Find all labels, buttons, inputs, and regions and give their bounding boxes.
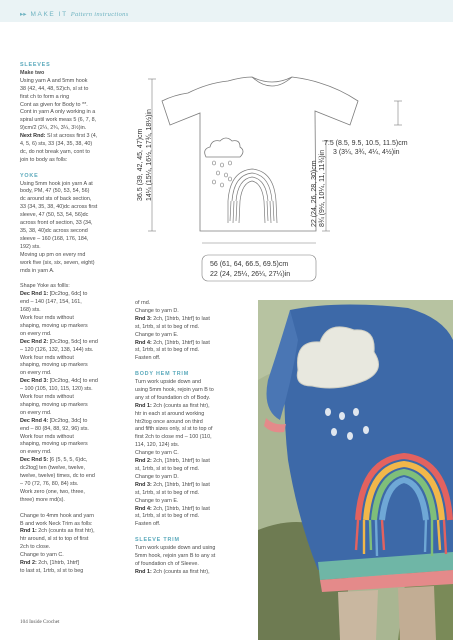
line-text: first ch to form a ring	[20, 93, 70, 100]
section-heading	[20, 62, 128, 70]
line-text: 33 (34, 35, 38, 40)dc across first	[20, 204, 98, 211]
yoke-dimension-cm: 36.5 (39, 42, 45, 47)cm	[137, 128, 144, 201]
instruction-line	[20, 347, 128, 355]
instruction-line	[20, 236, 128, 244]
line-text: Change to yarn E.	[135, 497, 179, 504]
line-text: SLEEVE TRIM	[135, 537, 180, 544]
instruction-line	[135, 474, 253, 482]
instruction-line	[20, 149, 128, 157]
spacer	[135, 529, 253, 537]
line-text: on every rnd.	[20, 370, 52, 377]
line-text: Make two	[20, 69, 45, 76]
line-text: dc, do not break yarn, cont to	[20, 148, 90, 155]
line-text: Change to yarn E.	[135, 331, 179, 338]
instruction-line	[20, 536, 128, 544]
line-text: Using 5mm hook join yarn A at	[20, 180, 93, 187]
line-text: 2ch, [1htrb, 1htrf] to last	[153, 339, 210, 346]
instruction-line	[20, 125, 128, 133]
line-text: htr2tog once around on third	[135, 418, 203, 425]
section-heading	[20, 173, 128, 181]
instruction-line	[20, 204, 128, 212]
instruction-line	[20, 339, 128, 347]
line-text: Work four rnds without	[20, 314, 74, 321]
instruction-line	[20, 283, 128, 291]
instruction-line	[135, 426, 253, 434]
double-arrow-icon: ▸▸	[20, 11, 27, 18]
line-text: 192) sts.	[20, 243, 41, 250]
instruction-line	[20, 394, 128, 402]
instruction-line	[20, 141, 128, 149]
instruction-line	[20, 94, 128, 102]
instruction-line	[20, 133, 128, 141]
row-label: Rnd 4:	[135, 505, 152, 512]
row-label: Rnd 2:	[20, 560, 37, 567]
line-text: Fasten off.	[135, 521, 161, 528]
section-sublabel: Pattern instructions	[70, 11, 129, 18]
line-text: [Dc2tog, 5dc] to end	[49, 338, 98, 345]
line-text: shaping, moving up markers	[20, 362, 88, 369]
instruction-line	[20, 568, 128, 576]
instruction-line	[135, 434, 253, 442]
line-text: end – 80 (84, 88, 92, 96) sts.	[20, 425, 89, 432]
line-text: of rnd.	[135, 300, 151, 306]
row-label: Next Rnd:	[20, 133, 46, 140]
instruction-line	[20, 212, 128, 220]
row-label: Rnd 1:	[20, 528, 37, 535]
instruction-line	[20, 196, 128, 204]
line-text: on every rnd.	[20, 330, 52, 337]
line-text: st, 1rtrb, sl st to beg of rnd.	[135, 489, 200, 496]
instruction-line	[20, 157, 128, 165]
line-text: 2ch to close.	[20, 544, 51, 551]
line-text: to last st, 1rtrb, sl st to beg	[20, 567, 84, 574]
instruction-line	[135, 450, 253, 458]
instruction-line	[20, 228, 128, 236]
line-text: Change to yarn D.	[135, 473, 179, 480]
sleeve-dimension-in: 3 (3¼, 3¾, 4¼, 4½)in	[333, 149, 400, 156]
instruction-line	[20, 465, 128, 473]
instruction-line	[20, 244, 128, 252]
line-text: Shape Yoke as follls:	[20, 283, 70, 290]
line-text: 2ch (counts as first htr),	[153, 568, 210, 575]
instruction-line	[20, 378, 128, 386]
line-text: st, 1rtrb, sl st to beg of rnd.	[135, 347, 200, 354]
line-text: st, 1rtrb, sl st to beg of rnd.	[135, 323, 200, 330]
row-label: Rnd 1:	[135, 402, 152, 409]
instruction-line	[135, 340, 253, 348]
line-text: YOKE	[20, 172, 39, 179]
instruction-line	[135, 513, 253, 521]
instruction-line	[20, 489, 128, 497]
instruction-line	[135, 316, 253, 324]
instruction-line	[20, 307, 128, 315]
line-text: work five (six, six, seven, eight)	[20, 259, 95, 266]
instruction-line	[20, 410, 128, 418]
line-text: across front of section, 33 (34,	[20, 220, 93, 227]
line-text: 2ch, [1htrb, 1htrf] to last	[153, 315, 210, 322]
instruction-line	[20, 449, 128, 457]
length-dimension-cm: 22 (24, 26, 28, 30)cm	[311, 160, 318, 227]
line-text: Turn work upside down and	[135, 379, 202, 386]
chest-dimension-cm: 56 (61, 64, 66.5, 69.5)cm	[210, 261, 289, 268]
line-text: Change to 4mm hook and yarn	[20, 512, 95, 519]
instruction-line	[135, 395, 253, 403]
instruction-line	[20, 78, 128, 86]
line-text: Fasten off.	[135, 355, 161, 362]
line-text: 114, 120, 124) sts.	[135, 442, 180, 449]
instruction-line	[20, 86, 128, 94]
line-text: Change to yarn C.	[20, 552, 64, 559]
row-label: Rnd 3:	[135, 315, 152, 322]
instruction-line	[20, 102, 128, 110]
instruction-line	[135, 466, 253, 474]
line-text: rnds in yarn A.	[20, 267, 55, 274]
line-text: 35, 38, 40)dc across second	[20, 228, 88, 235]
instruction-line	[20, 188, 128, 196]
line-text: and fifth sizes only, sl st to top of	[135, 426, 213, 433]
row-label: Rnd 2:	[135, 458, 152, 465]
line-text: 2ch (counts as first htr),	[38, 528, 95, 535]
instruction-line	[135, 506, 253, 514]
line-text: Change to yarn D.	[135, 307, 179, 314]
instruction-line	[20, 513, 128, 521]
row-label: Dec Rnd 4:	[20, 417, 49, 424]
line-text: B and work Neck Trim as folls:	[20, 520, 93, 527]
instruction-line	[20, 299, 128, 307]
line-text: spiral until work meas 5 (6, 7, 8,	[20, 117, 97, 124]
line-text: – 100 (105, 110, 115, 120) sts.	[20, 386, 93, 393]
chest-dimension-in: 22 (24, 25¼, 26¼, 27¼)in	[210, 271, 291, 278]
line-text: three) more rnd(s).	[20, 496, 65, 503]
section-heading	[135, 371, 253, 379]
instruction-line	[20, 552, 128, 560]
page-number: 104	[20, 619, 28, 625]
instructions-column-1	[20, 62, 128, 576]
line-text: body, PM, 47 (50, 53, 54, 56)	[20, 188, 90, 195]
line-text: [Dc2tog, 4dc] to end	[49, 378, 98, 385]
line-text: – 120 (126, 132, 138, 144) sts.	[20, 346, 94, 353]
row-label: Rnd 3:	[135, 481, 152, 488]
line-text: on every rnd.	[20, 449, 52, 456]
instruction-line	[20, 441, 128, 449]
spacer	[20, 505, 128, 513]
line-text: end – 140 (147, 154, 161,	[20, 299, 82, 306]
instruction-line	[20, 426, 128, 434]
line-text: sleeve, 47 (50, 53, 54, 56)dc	[20, 212, 89, 219]
line-text: shaping, moving up markers	[20, 322, 88, 329]
length-dimension-in: 8¾ (9½, 10¼, 11, 11¾)in	[319, 149, 326, 227]
instruction-line	[20, 528, 128, 536]
instruction-line	[135, 347, 253, 355]
instruction-line	[20, 252, 128, 260]
line-text: 2ch, [1htrb, 1htrf] to last	[153, 458, 210, 465]
instruction-line	[20, 457, 128, 465]
magazine-name: Inside Crochet	[29, 619, 60, 625]
row-label: Dec Rnd 5:	[20, 457, 49, 464]
yoke-dimension-in: 14¼ (15¼, 16½, 17¾, 18½)in	[146, 109, 153, 201]
line-text: sleeve – 160 (168, 176, 184,	[20, 235, 89, 242]
instruction-line	[20, 418, 128, 426]
instruction-line	[135, 379, 253, 387]
sweater-photo	[258, 300, 453, 640]
row-label: Dec Rnd 3:	[20, 378, 49, 385]
instruction-line	[135, 308, 253, 316]
sweater-outline	[162, 77, 358, 231]
instruction-line	[20, 315, 128, 323]
instruction-line	[20, 260, 128, 268]
instruction-line	[135, 403, 253, 411]
line-text: dc around sts of back section,	[20, 196, 92, 203]
instruction-line	[20, 268, 128, 276]
line-text: Sl st across first 3 (4,	[46, 133, 98, 140]
line-text: htr in each st around working	[135, 410, 205, 417]
section-heading	[135, 537, 253, 545]
line-text: 168) sts.	[20, 307, 41, 314]
instruction-line	[20, 355, 128, 363]
line-text: [Dc2tog, 6dc] to	[49, 291, 88, 298]
line-text: st, 1rtrb, sl st to beg of rnd.	[135, 513, 200, 520]
line-text: of foundation ch of Sleeve.	[135, 560, 199, 567]
spacer	[20, 275, 128, 283]
line-text: Work four rnds without	[20, 394, 74, 401]
line-text: join to body as folls:	[20, 156, 68, 163]
line-text: Cont as given for Body to **.	[20, 101, 88, 108]
instruction-line	[135, 482, 253, 490]
line-text: Cont in yarn A only working in a	[20, 109, 96, 116]
instruction-line	[135, 442, 253, 450]
instruction-line	[20, 473, 128, 481]
instruction-line	[135, 411, 253, 419]
instruction-line	[20, 481, 128, 489]
instruction-line	[135, 569, 253, 577]
page-footer	[20, 619, 59, 625]
line-text: Work four rnds without	[20, 433, 74, 440]
line-text: Work four rnds without	[20, 354, 74, 361]
instruction-line	[20, 434, 128, 442]
instruction-line	[20, 370, 128, 378]
instruction-line	[135, 458, 253, 466]
instruction-line	[135, 498, 253, 506]
instruction-line	[20, 220, 128, 228]
instruction-line	[135, 521, 253, 529]
instruction-line	[135, 387, 253, 395]
instruction-line	[135, 332, 253, 340]
line-text: [6 (5, 5, 5, 6)dc,	[49, 457, 88, 464]
instruction-line	[20, 181, 128, 189]
line-text: Moving up pm on every rnd	[20, 251, 86, 258]
instruction-line	[20, 402, 128, 410]
spacer	[20, 165, 128, 173]
line-text: htr around, sl st to top of first	[20, 536, 89, 543]
line-text: any st of foundation ch of Body.	[135, 394, 211, 401]
instructions-column-2	[135, 300, 253, 577]
line-text: Work zero (one, two, three,	[20, 488, 85, 495]
line-text: shaping, moving up markers	[20, 401, 88, 408]
row-label: Dec Rnd 2:	[20, 338, 49, 345]
section-header	[20, 10, 129, 18]
line-text: st, 1rtrb, sl st to beg of rnd.	[135, 466, 200, 473]
line-text: Turn work upside down and using	[135, 545, 216, 552]
row-label: Rnd 4:	[135, 339, 152, 346]
line-text: using 5mm hook, rejoin yarn B to	[135, 386, 214, 393]
instruction-line	[20, 362, 128, 370]
line-text: 2ch, [1htrb, 1htrf] to last	[153, 505, 210, 512]
line-text: 2ch (counts as first htr),	[153, 402, 210, 409]
line-text: 9)cm/2 (2¼, 2¾, 3¼, 3½)in.	[20, 125, 87, 132]
instruction-line	[20, 497, 128, 505]
row-label: Rnd 1:	[135, 568, 152, 575]
instruction-line	[135, 490, 253, 498]
line-text: Change to yarn C.	[135, 450, 179, 457]
instruction-line	[20, 544, 128, 552]
spacer	[135, 363, 253, 371]
instruction-line	[20, 521, 128, 529]
instruction-line	[135, 561, 253, 569]
row-label: Dec Rnd 1:	[20, 291, 49, 298]
instruction-line	[135, 545, 253, 553]
instruction-line	[20, 323, 128, 331]
line-text: – 70 (72, 76, 80, 84) sts.	[20, 481, 79, 487]
instruction-line	[20, 560, 128, 568]
instruction-line	[20, 331, 128, 339]
line-text: dc2tog] ten (twelve, twelve,	[20, 465, 86, 472]
line-text: 2ch, [1htrb, 1htrf]	[38, 560, 80, 567]
line-text: 4, 5, 6) sts, 33 (34, 35, 38, 40)	[20, 141, 93, 148]
section-label: MAKE IT	[30, 11, 68, 18]
line-text: 2ch, [1htrb, 1htrf] to last	[153, 481, 210, 488]
line-text: BODY HEM TRIM	[135, 371, 190, 378]
instruction-line	[135, 553, 253, 561]
line-text: first 2ch to close rnd – 100 (110,	[135, 434, 212, 441]
instruction-line	[135, 355, 253, 363]
instruction-line	[20, 386, 128, 394]
instruction-line	[20, 109, 128, 117]
line-text: [Dc2tog, 3dc] to	[49, 417, 88, 424]
line-text: 5mm hook, rejoin yarn B to any st	[135, 552, 216, 559]
sweater-schematic	[130, 55, 450, 287]
line-text: shaping, moving up markers	[20, 441, 88, 448]
instruction-line	[20, 291, 128, 299]
instruction-line	[135, 324, 253, 332]
line-text: on every rnd.	[20, 409, 52, 416]
instruction-line	[135, 300, 253, 308]
line-text: Using yarn A and 5mm hook	[20, 77, 88, 84]
sleeve-dimension-cm: 7.5 (8.5, 9.5, 10.5, 11.5)cm	[324, 140, 408, 147]
line-text: SLEEVES	[20, 62, 51, 68]
instruction-line	[135, 419, 253, 427]
instruction-line	[20, 70, 128, 78]
line-text: twelve, twelve) times, dc to end	[20, 473, 95, 480]
line-text: 38 (42, 44, 48, 52)ch, sl st to	[20, 85, 89, 92]
